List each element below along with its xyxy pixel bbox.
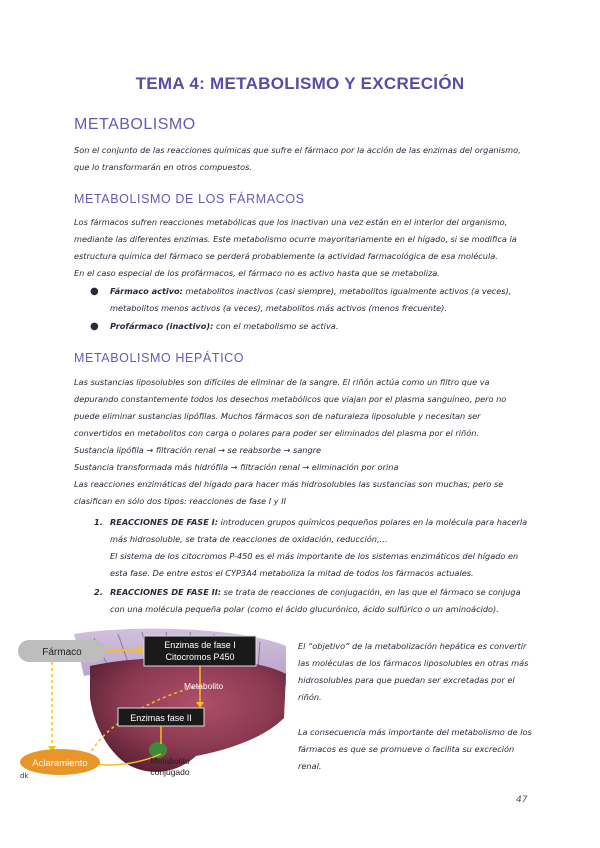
- bullet-term: Fármaco activo:: [110, 286, 183, 296]
- bullet-icon: ●: [90, 286, 99, 297]
- section-heading-metabolismo: METABOLISMO: [74, 116, 196, 133]
- figure-watermark: dk: [20, 772, 29, 780]
- aclaramiento-label: Aclaramiento: [32, 758, 88, 769]
- item-term: REACCIONES DE FASE I:: [110, 517, 218, 527]
- page-title: TEMA 4: METABOLISMO Y EXCRECIÓN: [135, 74, 465, 93]
- item-number: 1.: [94, 517, 103, 527]
- enzimas-fase-ii-label: Enzimas fase II: [130, 713, 192, 723]
- section-heading-hepatico: METABOLISMO HEPÁTICO: [74, 351, 245, 365]
- conjugado-label-line1: Metabolito: [150, 756, 190, 766]
- profarmacos-text: En el caso especial de los profármacos, el fármaco no es activo hasta que se metaboliza.: [74, 268, 440, 278]
- page-number: 47: [516, 795, 528, 805]
- list-item: [90, 283, 530, 317]
- list-item: [90, 318, 530, 335]
- conjugado-label-line2: conjugado: [150, 767, 190, 777]
- reacciones-text: Las reacciones enzimáticas del hígado para hacer más hidrosolubles las sustancias son muchas, pero se clasifican en sólo dos tipos: reacciones de fase I y II: [74, 479, 504, 506]
- item-desc: introducen grupos químicos pequeños polares en la molécula para hacerla más hidrosoluble, se trata de reacciones de oxidación, reducción,…: [110, 517, 528, 544]
- enzimas-fase-i-label: Enzimas de fase I: [164, 640, 236, 650]
- liver-diagram: [14, 626, 290, 784]
- hidrofila-line: Sustancia transformada más hidrófila → filtración renal → eliminación por orina: [74, 462, 399, 472]
- hepatico-text: Las sustancias liposolubles son difíciles de eliminar de la sangre. El riñón actúa como un filtro que va depurando constantemente todos los desechos metabólicos que viajan por el plasma sanguíneo, pero no puede eliminar sustancias lipófilas. Muchos fármacos son de naturaleza liposoluble y necesitan ser convertidos en metabolitos con carga o polares para poder ser eliminados del plasma por el riñón.: [74, 377, 507, 438]
- item-number: 2.: [94, 587, 103, 597]
- hepatico-paragraph: [74, 374, 530, 510]
- bullet-term: Profármaco (inactivo):: [110, 321, 214, 331]
- farmacos-text: Los fármacos sufren reacciones metabólicas que los inactivan una vez están en el interior del organismo, mediante las diferentes enzimas. Este metabolismo ocurre mayoritariamente en el hígado, si se modifica la estructura química del fármaco se perderá probablemente la actividad farmacológica de esa molécula.: [74, 217, 517, 261]
- metabolito-label: Metabolito: [184, 681, 224, 691]
- item-extra: El sistema de los citocromos P-450 es el más importante de los sistemas enzimáticos del hígado en esta fase. De entre estos el CYP3A4 metaboliza la mitad de todos los fármacos actuales.: [110, 551, 519, 578]
- list-item: [94, 514, 530, 582]
- bullet-desc: metabolitos inactivos (casi siempre), metabolitos igualmente activos (a veces), metabolitos menos activos (a veces), metabolitos más activos (menos frecuente).: [110, 286, 512, 313]
- item-desc: se trata de reacciones de conjugación, en las que el fármaco se conjuga con una molécula pequeña polar (como el ácido glucurónico, ácido sulfúrico o un aminoácido).: [110, 587, 521, 614]
- section-heading-farmacos: METABOLISMO DE LOS FÁRMACOS: [74, 192, 305, 206]
- farmaco-label: Fármaco: [42, 647, 82, 658]
- farmacos-paragraph: [74, 214, 530, 282]
- list-item: [94, 584, 530, 618]
- metabolismo-paragraph: [74, 142, 530, 176]
- caption-objetivo: El “objetivo” de la metabolización hepática es convertir las moléculas de los fármacos liposolubles en otras más hidrosolubles para que puedan ser excretadas por el riñón.: [298, 641, 529, 702]
- citocromos-label: Citocromos P450: [165, 652, 235, 662]
- item-term: REACCIONES DE FASE II:: [110, 587, 222, 597]
- bullet-desc: con el metabolismo se activa.: [213, 321, 339, 331]
- metabolismo-definition: Son el conjunto de las reacciones químicas que sufre el fármaco por la acción de las enzimas del organismo, que lo transformarán en otros compuestos.: [74, 145, 521, 172]
- caption-consecuencia: La consecuencia más importante del metabolismo de los fármacos es que se promueve o facilita su excreción renal.: [298, 727, 532, 771]
- bullet-icon: ●: [90, 321, 99, 332]
- liver-metabolism-figure: [14, 626, 290, 784]
- lipofila-line: Sustancia lipófila → filtración renal → se reabsorbe → sangre: [74, 445, 322, 455]
